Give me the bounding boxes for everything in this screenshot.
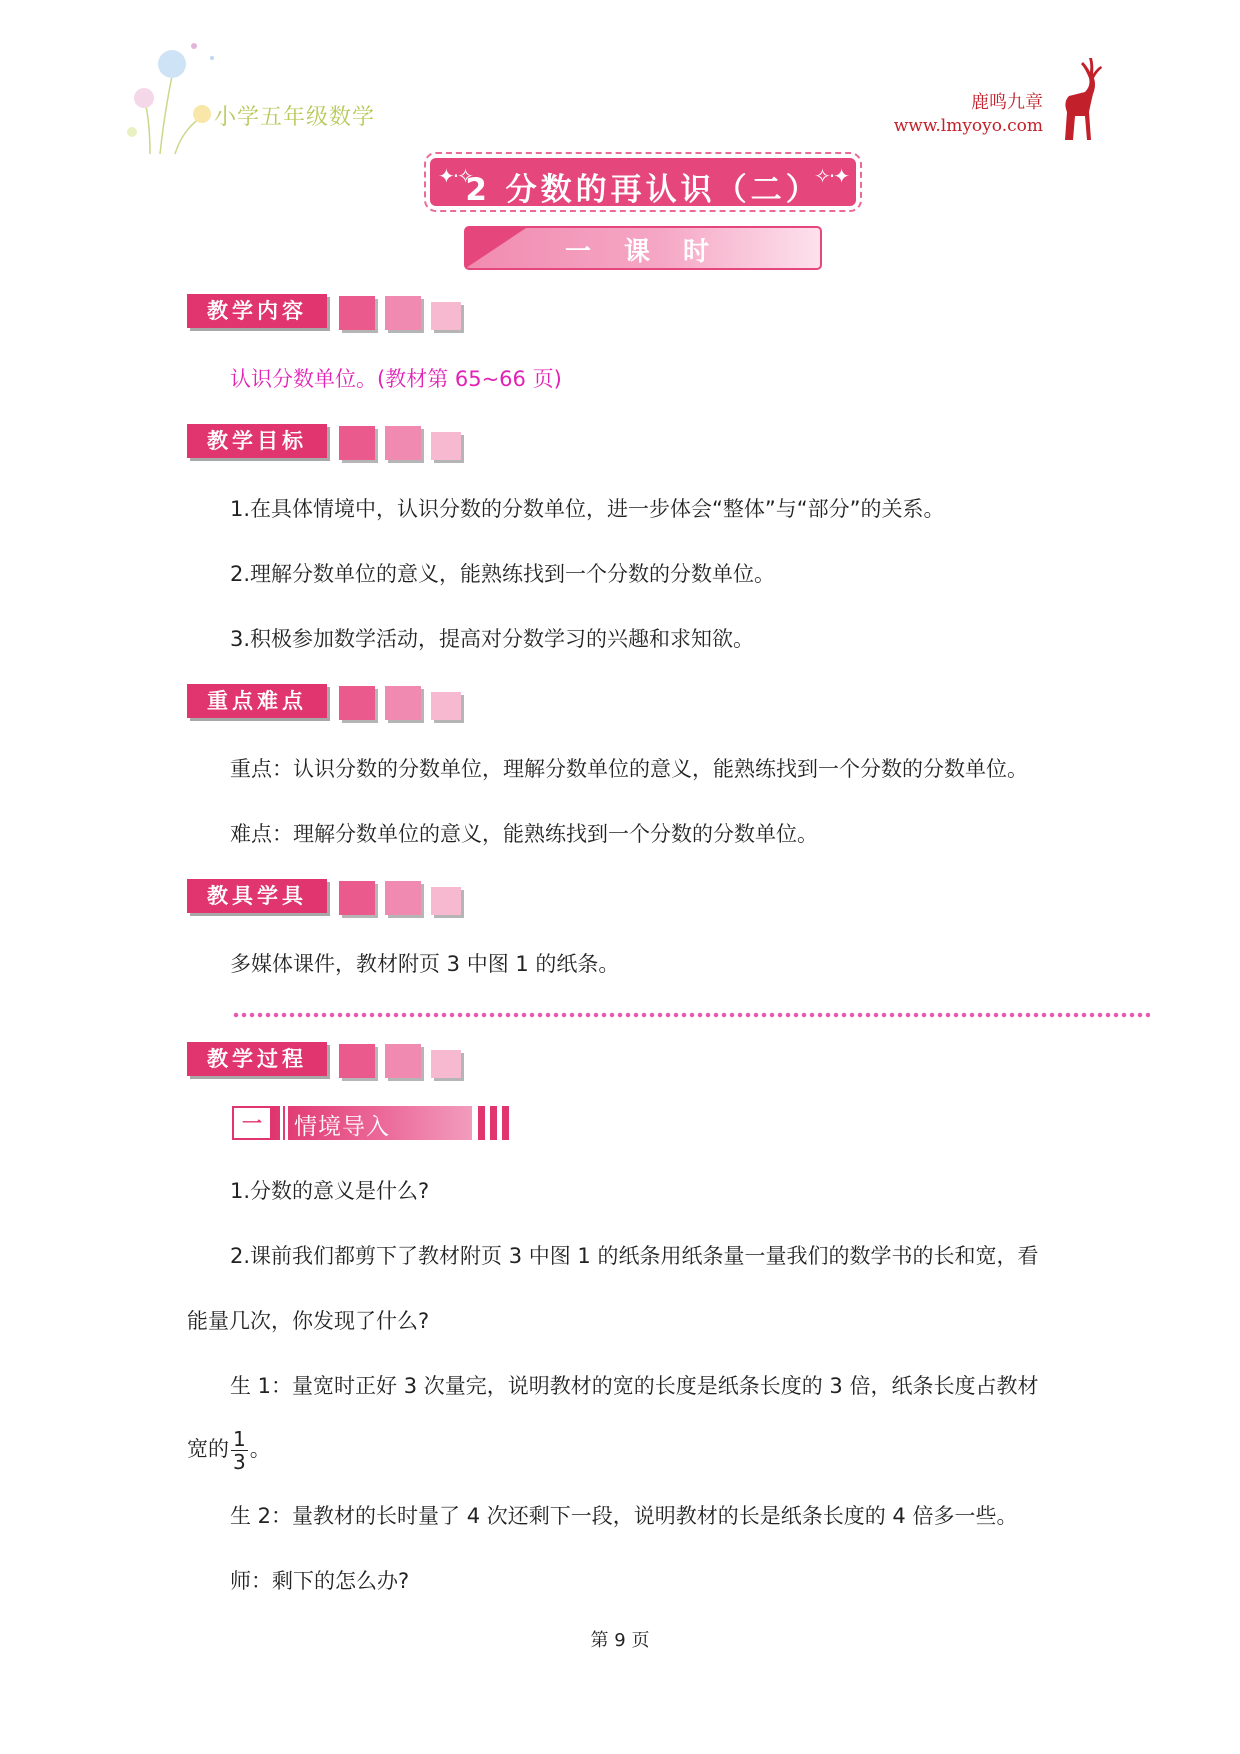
section-label: 教学内容 (187, 294, 327, 328)
decor-square (385, 686, 421, 720)
section-label: 教学目标 (187, 424, 327, 458)
section-header-content (187, 294, 467, 334)
process-line: 1.分数的意义是什么? (230, 1179, 430, 1203)
lesson-title: 2 分数的再认识（二） (465, 172, 821, 208)
deer-logo-icon (1045, 56, 1105, 142)
goal-item: 3.积极参加数学活动，提高对分数学习的兴趣和求知欲。 (230, 627, 755, 651)
goal-item: 2.理解分数单位的意义，能熟练找到一个分数的分数单位。 (230, 562, 776, 586)
subsection-bar (272, 1106, 472, 1140)
section-header-tools (187, 879, 467, 919)
lesson-subtitle: 一 课 时 (564, 237, 722, 267)
section-header-goals (187, 424, 467, 464)
decor-square (431, 432, 461, 460)
text-suffix: 。 (249, 1437, 271, 1461)
decor-square (339, 686, 375, 720)
fraction-numerator: 1 (233, 1426, 246, 1451)
content-text: 认识分数单位。(教材第 65~66 页) (230, 367, 562, 391)
bar-decor (478, 1106, 485, 1140)
dandelion-logo-icon (120, 36, 230, 156)
decor-square (385, 426, 421, 460)
decor-square (431, 1050, 461, 1078)
decor-square (431, 692, 461, 720)
fraction (231, 1428, 248, 1473)
section-header-process (187, 1042, 467, 1082)
lesson-title-banner (430, 158, 856, 206)
decor-square (431, 302, 461, 330)
section-label: 重点难点 (187, 684, 327, 718)
decor-square (339, 881, 375, 915)
section-label: 教学过程 (187, 1042, 327, 1076)
decor-square (339, 1044, 375, 1078)
subsection-number: 一 (232, 1106, 272, 1140)
bar-decor (280, 1106, 283, 1140)
process-line: 生 2：量教材的长时量了 4 次还剩下一段，说明教材的长是纸条长度的 4 倍多一些。 (230, 1504, 1018, 1528)
brand-name: 鹿鸣九章 (971, 92, 1043, 113)
text-prefix: 宽的 (187, 1437, 229, 1461)
process-line: 能量几次，你发现了什么? (187, 1309, 430, 1333)
goal-item: 1.在具体情境中，认识分数的分数单位，进一步体会“整体”与“部分”的关系。 (230, 497, 945, 521)
subsection-title: 情境导入 (294, 1114, 390, 1140)
header-left-brand: 小学五年级数学 (214, 105, 376, 130)
subsection-header-intro (232, 1106, 516, 1140)
lesson-subtitle-banner (464, 226, 822, 270)
decor-square (339, 296, 375, 330)
dotted-divider (232, 1012, 1150, 1018)
process-line: 2.课前我们都剪下了教材附页 3 中图 1 的纸条用纸条量一量我们的数学书的长和宽，看 (230, 1244, 1039, 1268)
fraction-denominator: 3 (233, 1449, 246, 1474)
decor-square (385, 881, 421, 915)
header-right-brand (894, 88, 1043, 136)
bar-decor (490, 1106, 497, 1140)
star-decor-icon: ✧·✦ (814, 164, 848, 188)
bar-decor (285, 1106, 288, 1140)
section-label: 教具学具 (187, 879, 327, 913)
brand-url: www.lmyoyo.com (893, 116, 1043, 136)
page-number: 第 9 页 (590, 1630, 650, 1651)
difficulty-item: 难点：理解分数单位的意义，能熟练找到一个分数的分数单位。 (230, 822, 818, 846)
star-decor-icon: ✦·✧ (438, 164, 472, 188)
decor-square (339, 426, 375, 460)
decor-square (431, 887, 461, 915)
tools-text: 多媒体课件，教材附页 3 中图 1 的纸条。 (230, 952, 620, 976)
decor-square (385, 296, 421, 330)
process-line: 师：剩下的怎么办? (230, 1569, 410, 1593)
process-line-fraction (187, 1422, 271, 1476)
key-point-item: 重点：认识分数的分数单位，理解分数单位的意义，能熟练找到一个分数的分数单位。 (230, 757, 1028, 781)
process-line: 生 1：量宽时正好 3 次量完，说明教材的宽的长度是纸条长度的 3 倍，纸条长度占教材 (230, 1374, 1039, 1398)
section-header-key-points (187, 684, 467, 724)
decor-square (385, 1044, 421, 1078)
bar-decor (502, 1106, 509, 1140)
